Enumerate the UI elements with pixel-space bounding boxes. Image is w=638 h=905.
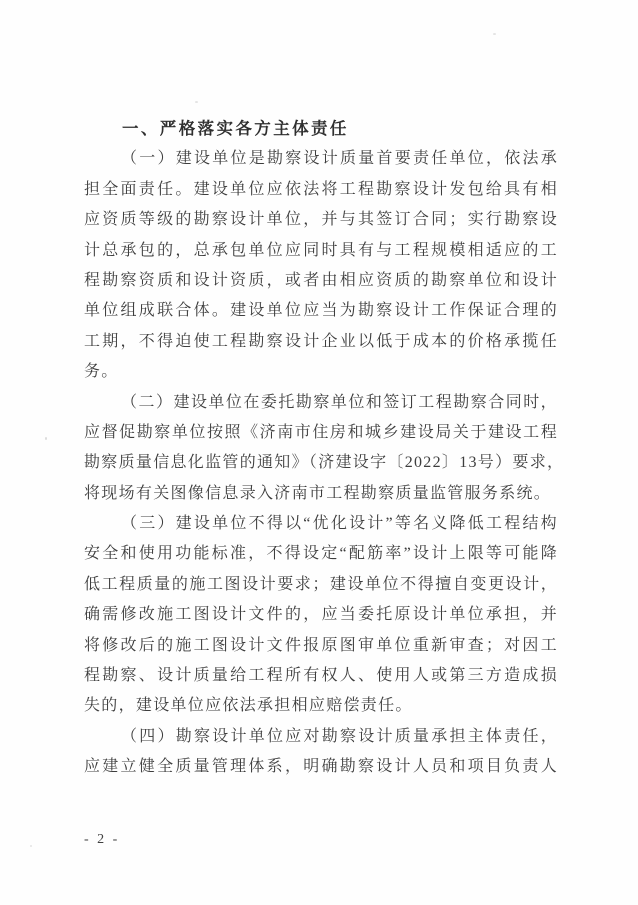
paragraph-line: 担全面责任。建设单位应依法将工程勘察设计发包给具有相 [84, 180, 558, 198]
paragraph-line: 务。 [84, 363, 119, 381]
paragraph-line: 程勘察资质和设计资质，或者由相应资质的勘察单位和设计 [84, 271, 558, 289]
paragraph-line: 将修改后的施工图设计文件报原图审单位重新审查；对因工 [84, 636, 558, 654]
paragraph-line: 计总承包的，总承包单位应同时具有与工程规模相适应的工 [84, 241, 558, 259]
paragraph-line: 应建立健全质量管理体系，明确勘察设计人员和项目负责人 [84, 758, 558, 776]
scan-speck [30, 845, 32, 847]
paragraph-line: 工期，不得迫使工程勘察设计企业以低于成本的价格承揽任 [84, 332, 558, 350]
paragraph-line: 将现场有关图像信息录入济南市工程勘察质量监管服务系统。 [84, 484, 552, 502]
scan-speck [493, 33, 496, 35]
paragraph-line: 程勘察、设计质量给工程所有权人、使用人或第三方造成损 [84, 667, 558, 685]
paragraph-line: 单位组成联合体。建设单位应当为勘察设计工作保证合理的 [84, 302, 558, 320]
document-body [84, 114, 565, 783]
paragraph-line: 应资质等级的勘察设计单位，并与其签订合同；实行勘察设 [84, 211, 558, 229]
page-number: - 2 - [84, 832, 120, 847]
paragraph-line: 安全和使用功能标准，不得设定“配筋率”设计上限等可能降 [84, 545, 558, 563]
paragraph-line: （二）建设单位在委托勘察单位和签订工程勘察合同时， [121, 393, 558, 411]
paragraph-line: 失的，建设单位应依法承担相应赔偿责任。 [84, 697, 413, 715]
paragraphs-container [84, 144, 565, 782]
section-heading: 一、严格落实各方主体责任 [122, 120, 349, 138]
paragraph-line: 勘察质量信息化监管的通知》（济建设字〔2022〕13号）要求， [84, 454, 565, 472]
scan-speck [195, 101, 198, 103]
paragraph-line: （一）建设单位是勘察设计质量首要责任单位，依法承 [121, 150, 558, 168]
paragraph-line: 低工程质量的施工图设计要求；建设单位不得擅自变更设计， [84, 575, 558, 593]
paragraph-line: 确需修改施工图设计文件的，应当委托原设计单位承担，并 [84, 606, 558, 624]
paragraph-line: （四）勘察设计单位应对勘察设计质量承担主体责任， [121, 727, 558, 745]
paragraph-line: 应督促勘察单位按照《济南市住房和城乡建设局关于建设工程 [84, 423, 558, 441]
paragraph-line: （三）建设单位不得以“优化设计”等名义降低工程结构 [121, 515, 558, 533]
scan-speck [45, 437, 47, 440]
